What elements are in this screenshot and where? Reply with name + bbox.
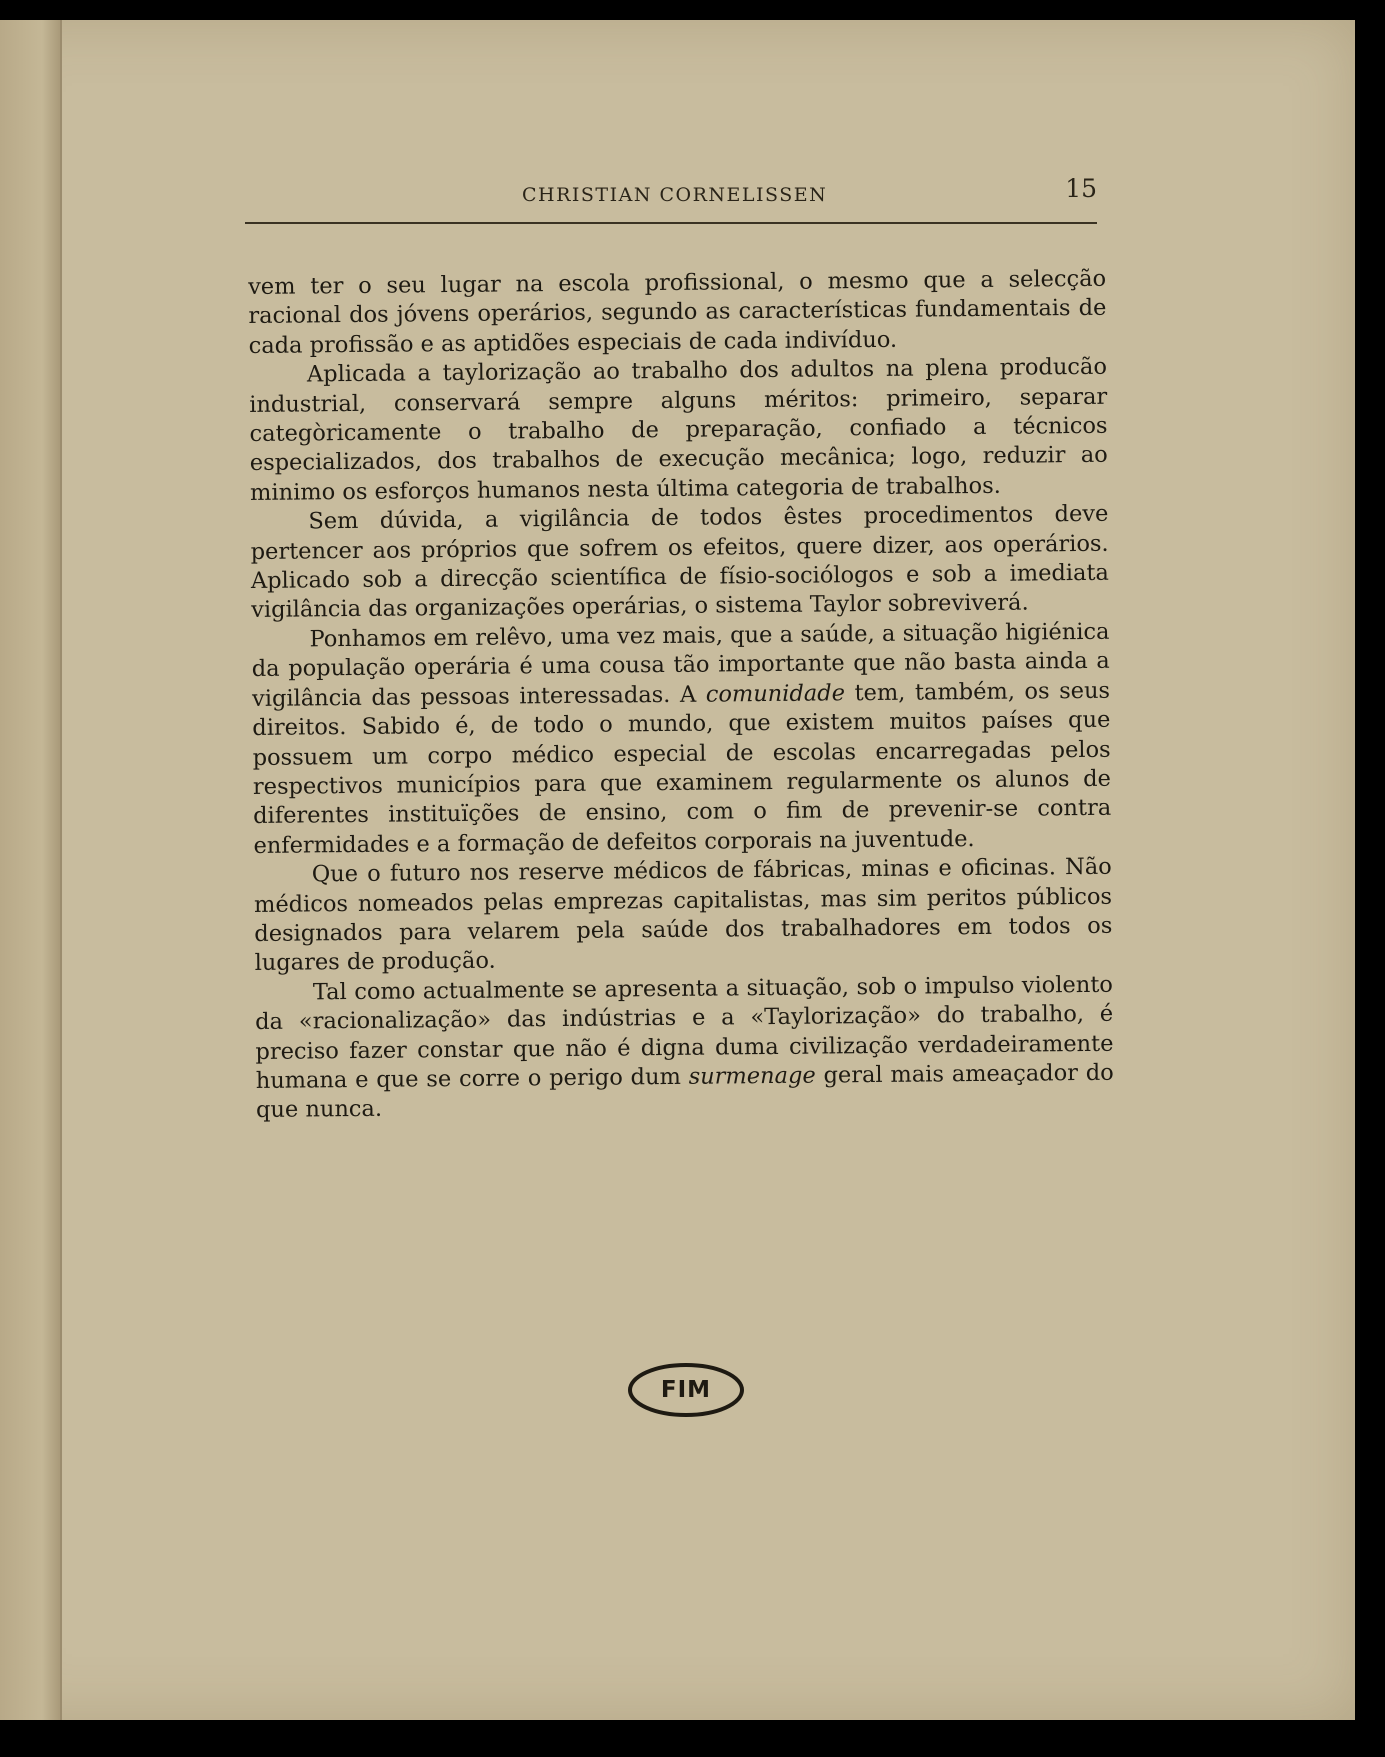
text-run: Sem dúvida, a vigilância de todos êstes procedimentos deve pertencer aos próprios que sofrem os efeitos, quere dizer, aos operários. Aplicado sob a direcção scientífica de físio-sociólogos e sob a imediata vigilância das organizações operárias, o sistema Taylor sobreviverá. xyxy=(250,501,1110,624)
paragraph xyxy=(254,853,1113,979)
text-run: Ponhamos em relêvo, uma vez mais, que a saúde, a situação higiénica da população operária é uma cousa tão importante que não basta ainda a vigilância das pessoas interessadas. A xyxy=(251,618,1110,712)
text-run: vem ter o seu lugar na escola profissional, o mesmo que a selecção racional dos jóvens operários, segundo as características fundamentais de cada profissão e as aptidões especiais de cada indivíduo. xyxy=(248,265,1107,359)
paragraph xyxy=(249,353,1108,508)
body-text xyxy=(248,265,1114,1126)
text-run: Que o futuro nos reserve médicos de fábricas, minas e oficinas. Não médicos nomeados pelas emprezas capitalistas, mas sim peritos públicos designados para velarem pela saúde dos trabalhadores em todos os lugares de produção. xyxy=(253,853,1113,977)
paragraph xyxy=(255,970,1114,1125)
italic-term: comunidade xyxy=(705,679,846,708)
running-head-author: CHRISTIAN CORNELISSEN xyxy=(522,184,828,206)
page-number: 15 xyxy=(1065,174,1097,203)
text-run: Tal como actualmente se apresenta a situação, sob o impulso violento da «racionalização» das indústrias e a «Taylorização» do trabalho, é preciso fazer constar que não é digna duma civilização verdadeiramente humana e que se corre o perigo dum xyxy=(255,971,1114,1094)
text-run: tem, também, os seus direitos. Sabido é, de todo o mundo, que existem muitos países que possuem um corpo médico especial de escolas encarregadas pelos respectivos municípios para que examinem regularmente os alunos de diferentes instituïções de ensino, com o fim de prevenir-se contra enfermidades e a formação de defeitos corporais na juventude. xyxy=(252,677,1112,859)
book-page xyxy=(0,20,1355,1720)
running-head xyxy=(245,174,1097,210)
end-mark-label: FIM xyxy=(660,1377,712,1403)
text-run: Aplicada a taylorização ao trabalho dos adultos na plena producão industrial, conservará sempre alguns méritos: primeiro, separar categòricamente o trabalho de preparação, confiado a técnicos especializados, dos trabalhos de execução mecânica; logo, reduzir ao minimo os esforços humanos nesta última categoria de trabalhos. xyxy=(249,353,1108,506)
paragraph xyxy=(250,500,1109,626)
text-run: geral mais ameaçador do que nunca. xyxy=(255,1059,1114,1124)
paragraph xyxy=(248,265,1107,361)
paragraph xyxy=(251,618,1111,861)
italic-term: surmenage xyxy=(688,1062,816,1090)
header-rule xyxy=(245,222,1097,224)
end-mark xyxy=(627,1361,745,1419)
